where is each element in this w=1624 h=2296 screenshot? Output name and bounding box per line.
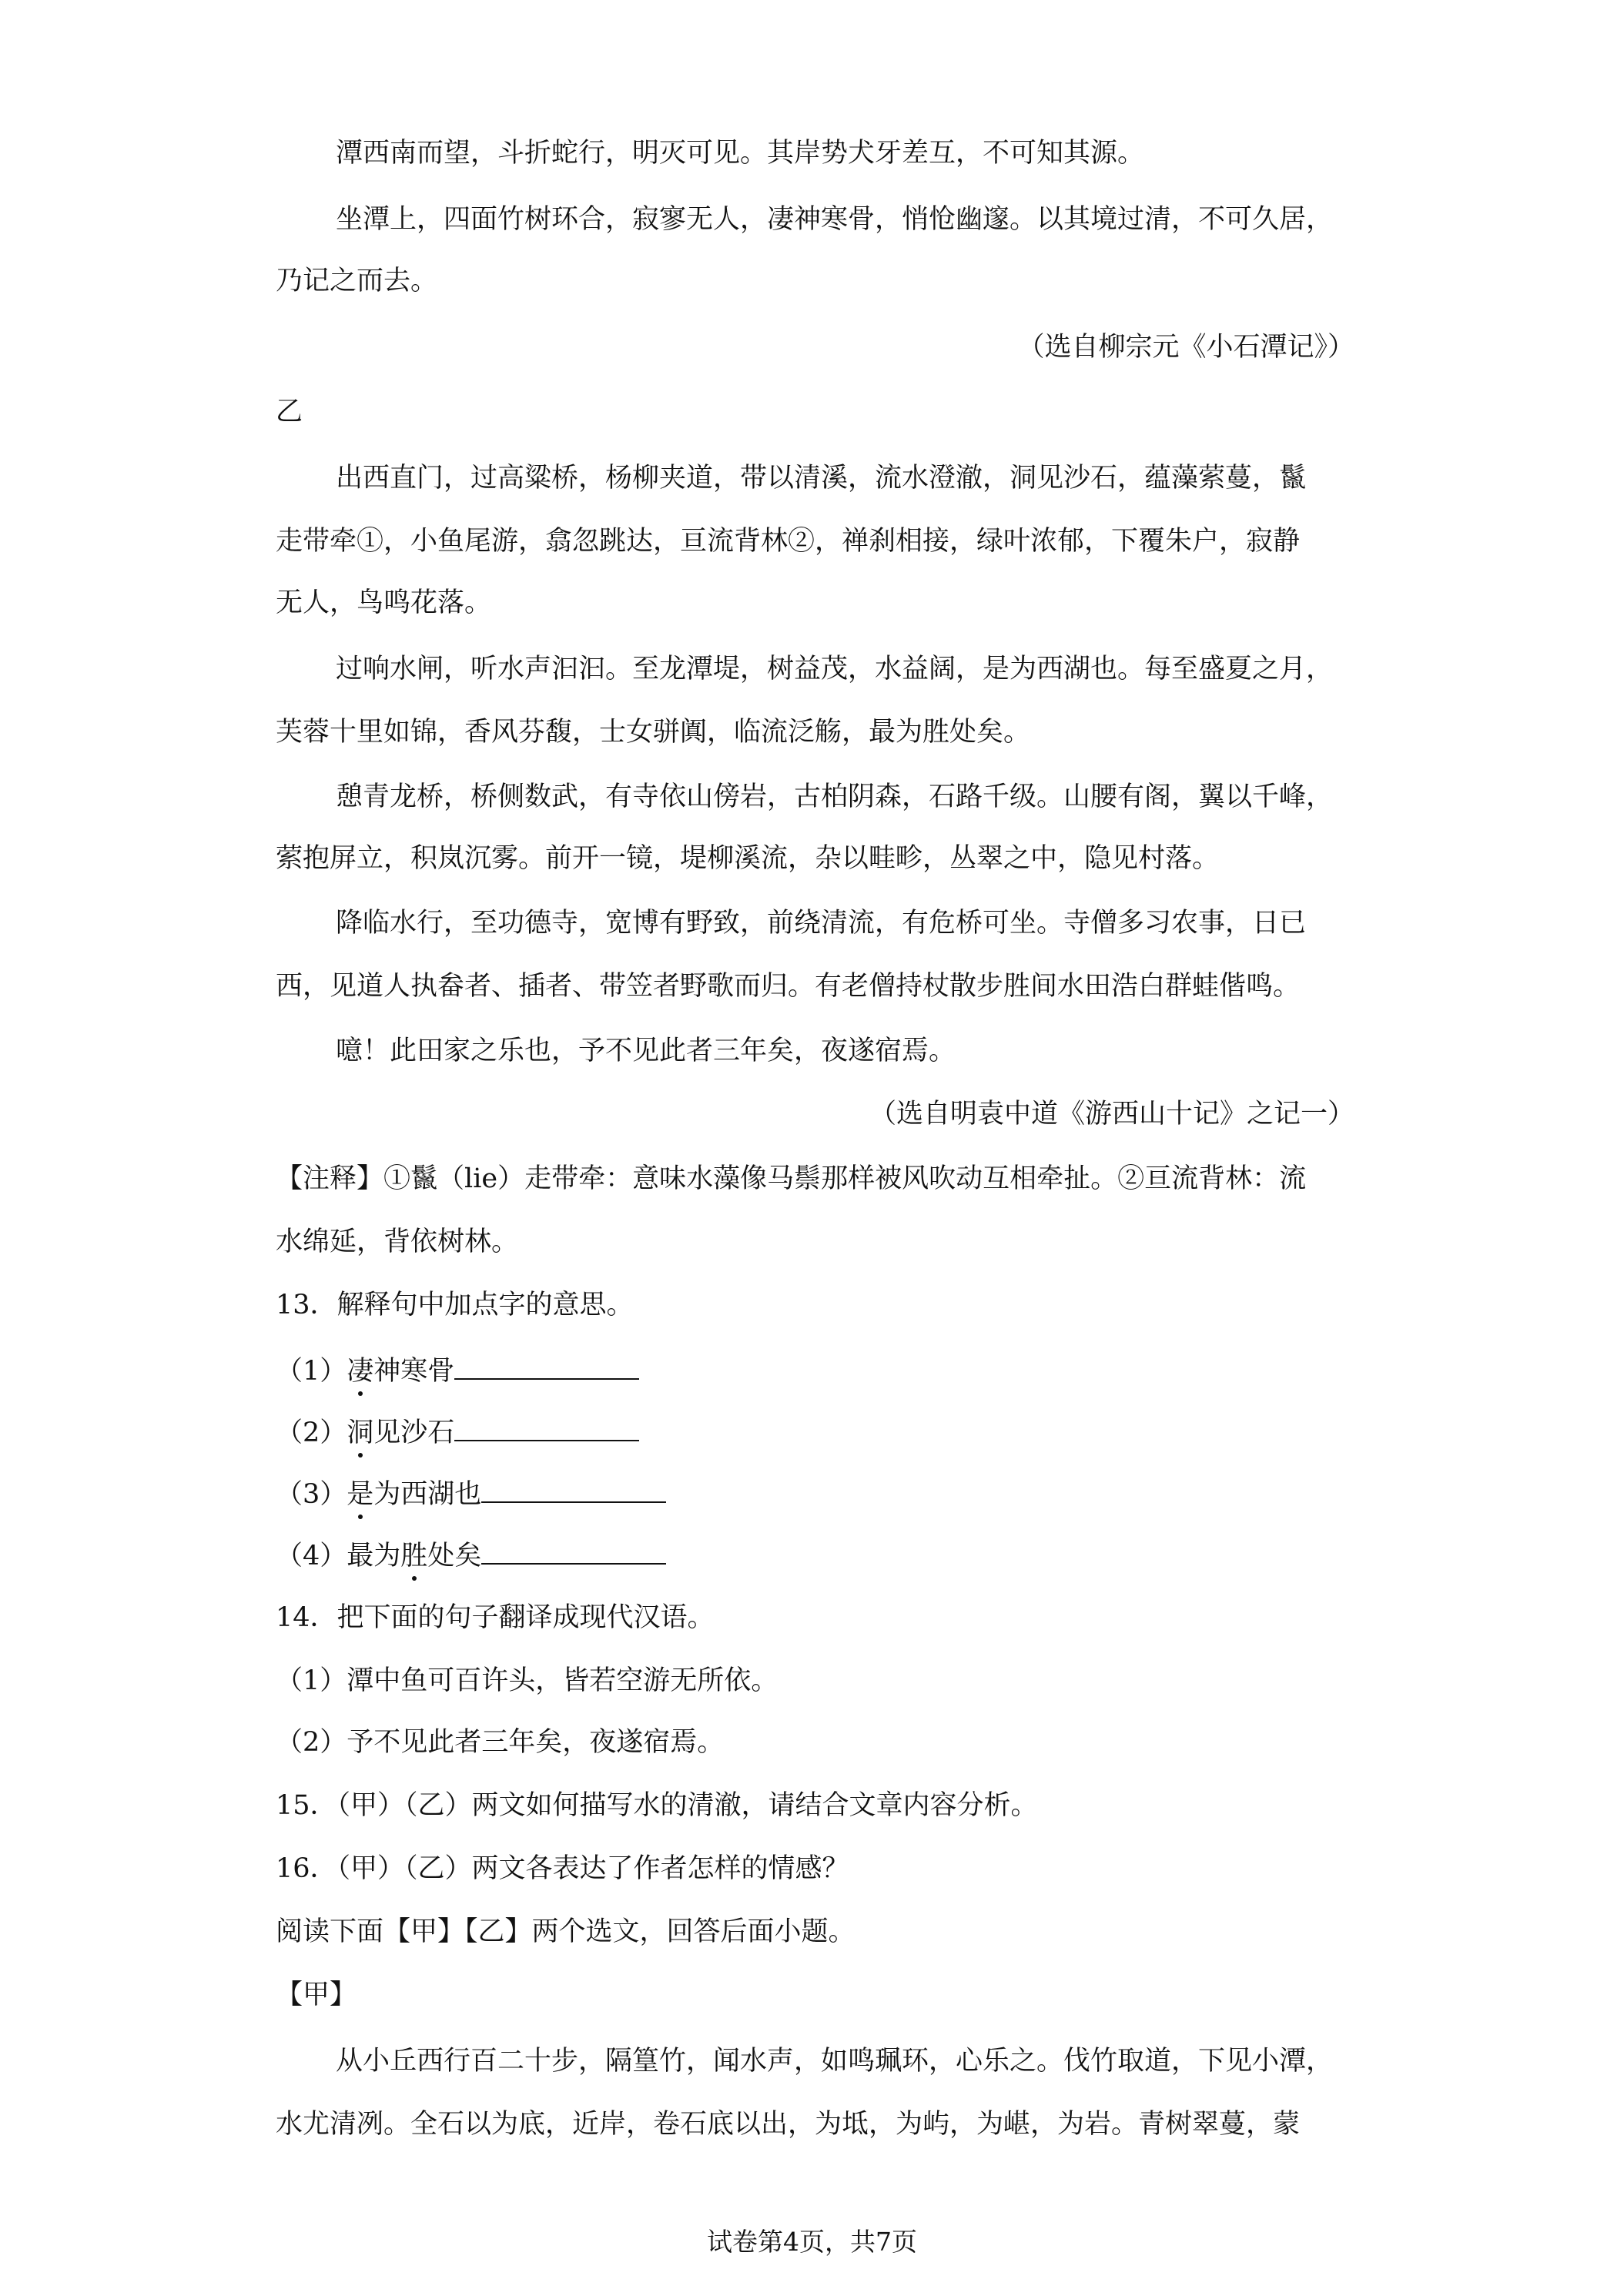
jia-source: （选自柳宗元《小石潭记》）	[1017, 332, 1354, 363]
notes-line-2: 水绵延，背依树林。	[276, 1227, 519, 1257]
jia-paragraph-1: 潭西南而望，斗折蛇行，明灭可见。其岸势犬牙差互，不可知其源。	[336, 138, 1145, 169]
next-section-label: 【甲】	[276, 1980, 357, 2010]
yi-paragraph-4-line-1: 降临水行，至功德寺，宽博有野致，前绕清流，有危桥可坐。寺僧多习农事，日已	[336, 908, 1307, 939]
notes-line-1: 【注释】①鬣（lie）走带牵：意味水藻像马鬃那样被风吹动互相牵扯。②亘流背林：流	[276, 1163, 1307, 1194]
question-16: 16．（甲）（乙）两文各表达了作者怎样的情感？	[276, 1853, 849, 1884]
item-text: 处矣	[427, 1541, 482, 1571]
yi-paragraph-2-line-2: 芙蓉十里如锦，香风芬馥，士女骈阗，临流泛觞，最为胜处矣。	[276, 717, 1031, 748]
jia-paragraph-2-line-2: 乃记之而去。	[276, 266, 438, 296]
yi-paragraph-5: 噫！此田家之乐也，予不见此者三年矣，夜遂宿焉。	[336, 1036, 956, 1066]
next-passage-line-2: 水尤清冽。全石以为底，近岸，卷石底以出，为坻，为屿，为嵁，为岩。青树翠蔓，蒙	[276, 2109, 1301, 2140]
question-13-item-1	[276, 1355, 639, 1385]
dotted-char: 胜	[400, 1541, 428, 1571]
question-14-sentence-1: （1）潭中鱼可百许头，皆若空游无所依。	[276, 1665, 779, 1696]
item-number: （4）	[276, 1541, 347, 1571]
answer-blank[interactable]	[481, 1478, 666, 1503]
item-number: （1）	[276, 1356, 347, 1387]
yi-paragraph-1-line-3: 无人，鸟鸣花落。	[276, 587, 492, 618]
answer-blank[interactable]	[454, 1417, 639, 1441]
question-13-item-3	[276, 1478, 666, 1508]
yi-paragraph-1-line-1: 出西直门，过高粱桥，杨柳夹道，带以清溪，流水澄澈，洞见沙石，蕴藻萦蔓，鬣	[336, 463, 1307, 494]
item-text: 见沙石	[373, 1417, 455, 1448]
question-13-title: 13．解释句中加点字的意思。	[276, 1290, 634, 1320]
question-14-sentence-2: （2）予不见此者三年矣，夜遂宿焉。	[276, 1727, 725, 1758]
item-text: 最为	[347, 1541, 401, 1571]
next-passage-line-1: 从小丘西行百二十步，隔篁竹，闻水声，如鸣珮环，心乐之。伐竹取道，下见小潭，	[336, 2046, 1334, 2077]
question-13-item-4	[276, 1540, 666, 1570]
page-footer: 试卷第4页，共7页	[707, 2227, 917, 2257]
yi-source: （选自明袁中道《游西山十记》之记一）	[869, 1099, 1354, 1130]
item-text: 为西湖也	[373, 1479, 482, 1510]
question-14-title: 14．把下面的句子翻译成现代汉语。	[276, 1602, 715, 1633]
yi-paragraph-3-line-2: 萦抱屏立，积岚沉雾。前开一镜，堤柳溪流，杂以畦畛，丛翠之中，隐见村落。	[276, 843, 1220, 874]
answer-blank[interactable]	[454, 1355, 639, 1380]
dotted-char: 洞	[347, 1417, 374, 1448]
next-section-intro: 阅读下面【甲】【乙】两个选文，回答后面小题。	[276, 1916, 856, 1947]
jia-paragraph-2-line-1: 坐潭上，四面竹树环合，寂寥无人，凄神寒骨，悄怆幽邃。以其境过清，不可久居，	[336, 204, 1334, 235]
dotted-char: 是	[347, 1479, 374, 1510]
yi-paragraph-4-line-2: 西，见道人执畚者、插者、带笠者野歌而归。有老僧持杖散步胜间水田浩白群蛙偕鸣。	[276, 971, 1301, 1002]
yi-label: 乙	[276, 397, 303, 427]
item-text: 神寒骨	[373, 1356, 455, 1387]
yi-paragraph-3-line-1: 憩青龙桥，桥侧数武，有寺依山傍岩，古柏阴森，石路千级。山腰有阁，翼以千峰，	[336, 782, 1334, 812]
item-number: （2）	[276, 1417, 347, 1448]
dotted-char: 凄	[347, 1356, 374, 1387]
item-number: （3）	[276, 1479, 347, 1510]
question-13-item-2	[276, 1417, 639, 1447]
answer-blank[interactable]	[481, 1540, 666, 1565]
yi-paragraph-2-line-1: 过响水闸，听水声汩汩。至龙潭堤，树益茂，水益阔，是为西湖也。每至盛夏之月，	[336, 654, 1334, 684]
question-15: 15．（甲）（乙）两文如何描写水的清澈，请结合文章内容分析。	[276, 1790, 1038, 1821]
yi-paragraph-1-line-2: 走带牵①，小鱼尾游，翕忽跳达，亘流背林②，禅刹相接，绿叶浓郁，下覆朱户，寂静	[276, 526, 1301, 557]
